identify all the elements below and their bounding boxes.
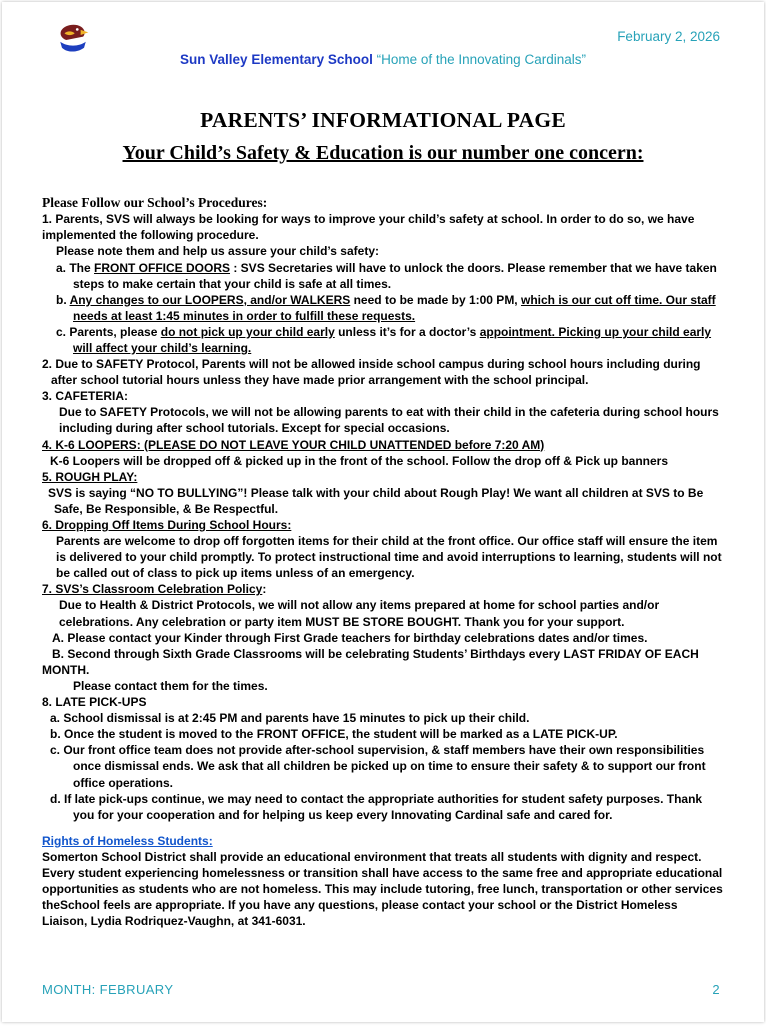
text-run: 2. Due to SAFETY Protocol, Parents will not be allowed inside school campus during school hours including during after school tutorial hours unless they have made prior arrangement with the school principal. [42, 357, 701, 388]
underlined-text-run: appointment. Picking up your child early will affect your child’s learning. [73, 324, 712, 355]
underlined-text-run: 7. SVS’s Classroom Celebration Policy [42, 582, 263, 597]
school-tagline: “Home of the Innovating Cardinals” [372, 52, 586, 67]
item-6 [42, 517, 724, 533]
item-8 [42, 694, 724, 710]
procedures-heading [42, 195, 724, 212]
underlined-text-run: Any changes to our LOOPERS, and/or WALKERS [69, 292, 351, 307]
text-run: : [262, 582, 267, 597]
page-title: PARENTS’ INFORMATIONAL PAGE [200, 108, 566, 132]
underlined-text-run: FRONT OFFICE DOORS [94, 260, 231, 275]
item-7B [42, 646, 724, 678]
footer-page-number: 2 [712, 982, 720, 997]
page-header [42, 28, 724, 74]
item-8b [42, 726, 724, 742]
item-8d [42, 791, 724, 823]
text-run: a. School dismissal is at 2:45 PM and parents have 15 minutes to pick up their child. [50, 711, 530, 726]
underlined-text-run: do not pick up your child early [160, 324, 335, 339]
item-4 [42, 437, 724, 453]
text-run: B. Second through Sixth Grade Classrooms will be celebrating Students’ Birthdays every LAST FRIDAY OF EACH MONTH. [42, 646, 699, 677]
text-run: 8. LATE PICK-UPS [42, 695, 147, 710]
item-6-text [42, 533, 724, 581]
page-subtitle: Your Child’s Safety & Education is our number one concern: [122, 141, 644, 164]
text-run: Please Follow our School’s Procedures: [42, 194, 268, 210]
text-run: Due to Health & District Protocols, we will not allow any items prepared at home for school parties and/or celebrations. Any celebration or party item MUST BE STORE BOUGHT. Thank you for your support. [59, 598, 660, 629]
homeless-rights-paragraph [42, 849, 724, 929]
item-1c [42, 324, 724, 356]
item-3 [42, 388, 724, 404]
underlined-text-run: 4. K-6 LOOPERS: (PLEASE DO NOT LEAVE YOUR CHILD UNATTENDED before 7:20 AM) [42, 437, 545, 452]
text-run: c. Our front office team does not provide after-school supervision, & staff members have their own responsibilities once dismissal ends. We ask that all children be picked up on time to ensure their safety & to support our front office operations. [50, 743, 706, 790]
item-7A [42, 630, 724, 646]
text-run: A. Please contact your Kinder through First Grade teachers for birthday celebrations dates and/or times. [52, 630, 648, 645]
item-1a [42, 260, 724, 292]
text-run: 3. CAFETERIA: [42, 389, 129, 404]
page-footer [42, 983, 720, 996]
text-run: need to be made by 1:00 PM, [350, 292, 521, 307]
item-3-text [42, 404, 724, 436]
text-run: Please contact them for the times. [73, 678, 268, 693]
text-run: K-6 Loopers will be dropped off & picked up in the front of the school. Follow the drop off & Pick up banners [50, 453, 669, 468]
item-4-text [42, 453, 724, 469]
text-run: 1. Parents, SVS will always be looking for ways to improve your child’s safety at school. In order to do so, we have implemented the following procedure. [42, 212, 695, 243]
cardinal-school-logo-icon [56, 22, 90, 54]
document-page [2, 2, 764, 1022]
homeless-rights-heading [42, 833, 724, 849]
item-5 [42, 469, 724, 485]
school-header-line [42, 52, 724, 68]
item-1 [42, 211, 724, 243]
text-run: : SVS Secretaries will have to unlock the doors. Please remember that we have taken steps to make certain that your child is safe at all times. [73, 260, 717, 291]
text-run: Due to SAFETY Protocols, we will not be allowing parents to eat with their child in the cafeteria during school hours including during after school tutorials. Except for special occasions. [59, 405, 719, 436]
item-7 [42, 581, 724, 597]
date-text: February 2, 2026 [617, 29, 720, 44]
underlined-text-run: 6. Dropping Off Items During School Hours: [42, 518, 292, 532]
item-7-text [42, 597, 724, 629]
item-2 [42, 356, 724, 388]
text-run: Please note them and help us assure your child’s safety: [56, 244, 379, 259]
text-run: b. [56, 292, 70, 307]
school-name: Sun Valley Elementary School [180, 52, 373, 67]
document-body [42, 195, 724, 930]
underlined-text-run: which is our cut off time. Our staff needs at least 1:45 minutes in order to fulfill these requests. [73, 292, 716, 323]
text-run: Somerton School District shall provide an educational environment that treats all students with dignity and respect. Every student experiencing homelessness or transition shall have access to the same free and appropriate educational opportunities as students who are not homeless. This may include tutoring, free lunch, transportation or other services theSchool feels are appropriate. If you have any questions, please contact your school or the District Homeless Liaison, Lydia Rodriquez-Vaughn, at 341-6031. [42, 849, 723, 929]
item-1b [42, 292, 724, 324]
item-8a [42, 710, 724, 726]
text-run: a. The [56, 260, 95, 275]
text-run: Parents are welcome to drop off forgotten items for their child at the front office. Our office staff will ensure the item is delivered to your child promptly. To protect instructional time and avoid interruptions to learning, students will not be called out of class to pick up items unless of an emergency. [56, 534, 722, 581]
footer-month-label: MONTH: FEBRUARY [42, 982, 174, 997]
item-7B-note [42, 678, 724, 694]
text-run: d. If late pick-ups continue, we may need to contact the appropriate authorities for student safety purposes. Thank you for your cooperation and for helping us keep every Innovating Cardinal safe and cared for. [50, 791, 703, 822]
underlined-text-run: Rights of Homeless Students: [42, 833, 213, 848]
item-5-text [42, 485, 724, 517]
text-run: unless it’s for a doctor’s [334, 324, 480, 339]
item-1-note [42, 243, 724, 259]
underlined-text-run: 5. ROUGH PLAY: [42, 469, 138, 484]
text-run: SVS is saying “NO TO BULLYING”! Please talk with your child about Rough Play! We want all children at SVS to Be Safe, Be Responsible, & Be Respectful. [48, 485, 704, 516]
text-run: b. Once the student is moved to the FRONT OFFICE, the student will be marked as a LATE PICK-UP. [50, 727, 618, 742]
item-8c [42, 742, 724, 790]
text-run: c. Parents, please [56, 324, 161, 339]
